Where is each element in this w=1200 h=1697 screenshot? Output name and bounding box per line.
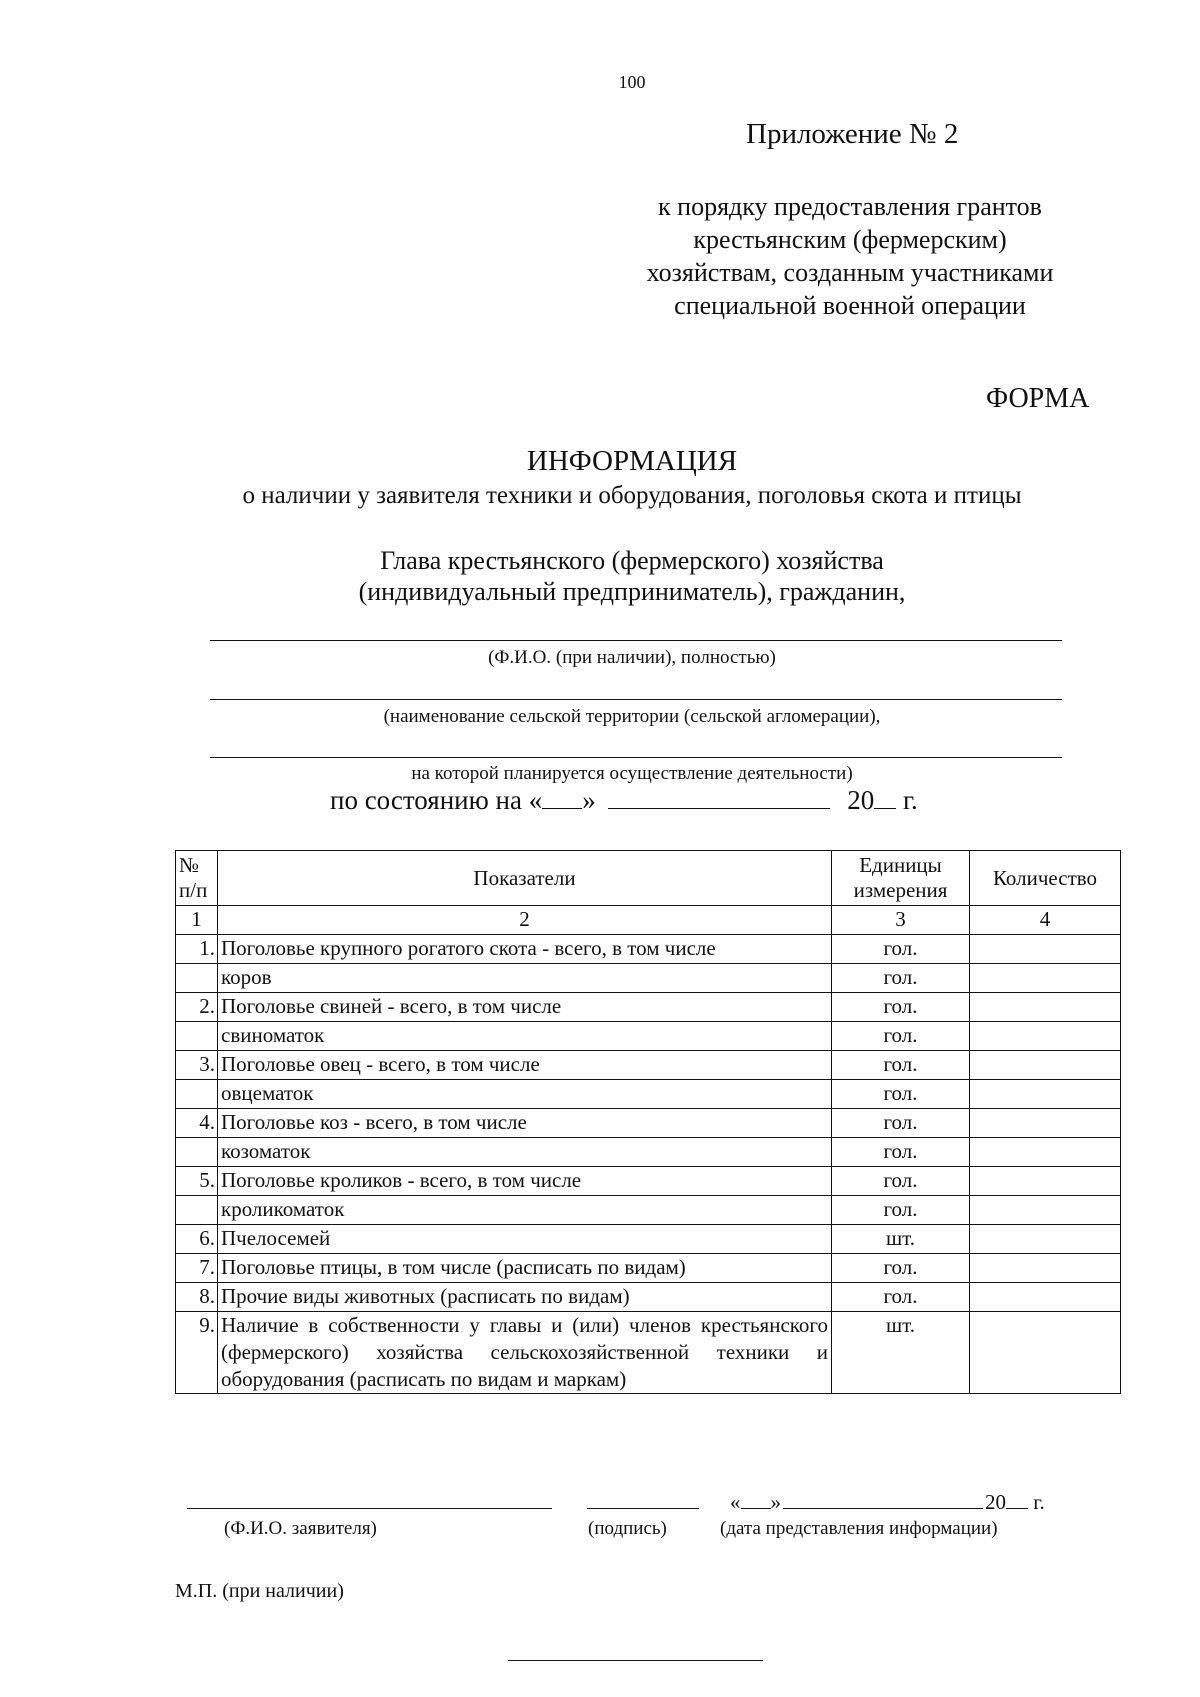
header-indicator: Показатели	[218, 851, 832, 906]
row-indicator: Поголовье кроликов - всего, в том числе	[218, 1167, 832, 1196]
as-of-month-blank[interactable]	[608, 786, 830, 809]
as-of-year-prefix: 20	[847, 785, 875, 815]
appendix-title: Приложение № 2	[746, 118, 959, 150]
row-number: 6.	[176, 1225, 218, 1254]
column-number-row	[176, 906, 1121, 935]
row-unit: гол.	[832, 1254, 970, 1283]
date-close-quote: »	[770, 1490, 781, 1514]
row-number: 7.	[176, 1254, 218, 1283]
date-day-blank[interactable]	[741, 1490, 771, 1509]
date-year-blank[interactable]	[1006, 1490, 1028, 1509]
row-indicator: козоматок	[218, 1138, 832, 1167]
row-quantity-cell[interactable]	[970, 1225, 1121, 1254]
signature-caption: (подпись)	[588, 1518, 667, 1539]
column-number: 1	[176, 906, 218, 935]
header-num: № п/п	[176, 851, 218, 906]
row-quantity-cell[interactable]	[970, 993, 1121, 1022]
page-number: 100	[618, 72, 646, 92]
as-of-date	[330, 785, 918, 816]
appendix-subtitle-line: специальной военной операции	[674, 291, 1026, 320]
header-unit: Единицы измерения	[832, 851, 970, 906]
date-month-blank[interactable]	[783, 1490, 983, 1509]
row-unit: гол.	[832, 1283, 970, 1312]
row-number: 2.	[176, 993, 218, 1022]
row-indicator: Поголовье птицы, в том числе (расписать по видам)	[218, 1254, 832, 1283]
submission-date	[730, 1490, 1045, 1515]
fio-fill-line[interactable]	[210, 640, 1062, 641]
row-quantity-cell[interactable]	[970, 964, 1121, 993]
row-quantity-cell[interactable]	[970, 1254, 1121, 1283]
as-of-year-blank[interactable]	[874, 786, 896, 809]
table-row	[176, 1051, 1121, 1080]
row-indicator: коров	[218, 964, 832, 993]
stamp-label: М.П. (при наличии)	[175, 1580, 344, 1602]
head-of-farm-heading	[0, 545, 1200, 607]
row-unit: гол.	[832, 1080, 970, 1109]
activity-fill-line[interactable]	[210, 757, 1062, 758]
row-indicator: Поголовье свиней - всего, в том числе	[218, 993, 832, 1022]
closing-rule	[508, 1660, 763, 1661]
row-unit: гол.	[832, 1138, 970, 1167]
appendix-subtitle-line: к порядку предоставления грантов	[658, 192, 1042, 221]
appendix-subtitle-line: хозяйствам, созданным участниками	[646, 258, 1054, 287]
table-row	[176, 964, 1121, 993]
table-row	[176, 1312, 1121, 1394]
row-indicator: Наличие в собственности у главы и (или) членов крестьянского (фермерского) хозяйства сельскохозяйственной техники и оборудования (расписать по видам и маркам)	[218, 1312, 832, 1394]
date-year-prefix: 20	[985, 1490, 1006, 1514]
row-number: 3.	[176, 1051, 218, 1080]
row-quantity-cell[interactable]	[970, 1312, 1121, 1394]
row-indicator: Поголовье овец - всего, в том числе	[218, 1051, 832, 1080]
territory-fill-line[interactable]	[210, 699, 1062, 700]
row-number	[176, 1138, 218, 1167]
row-unit: гол.	[832, 935, 970, 964]
column-number: 3	[832, 906, 970, 935]
row-number	[176, 1196, 218, 1225]
column-number: 4	[970, 906, 1121, 935]
row-quantity-cell[interactable]	[970, 1109, 1121, 1138]
territory-caption: (наименование сельской территории (сельской агломерации),	[383, 706, 881, 727]
row-number	[176, 1080, 218, 1109]
row-quantity-cell[interactable]	[970, 1138, 1121, 1167]
document-title: ИНФОРМАЦИЯ	[526, 445, 738, 477]
table-row	[176, 1196, 1121, 1225]
row-unit: гол.	[832, 964, 970, 993]
table-row	[176, 993, 1121, 1022]
as-of-prefix: по состоянию на «	[330, 785, 543, 815]
row-quantity-cell[interactable]	[970, 935, 1121, 964]
column-number: 2	[218, 906, 832, 935]
date-open-quote: «	[730, 1490, 741, 1514]
head-line: (индивидуальный предприниматель), гражданин,	[358, 577, 906, 606]
as-of-year-suffix: г.	[902, 785, 918, 815]
row-number: 9.	[176, 1312, 218, 1394]
table-row	[176, 1109, 1121, 1138]
table-row	[176, 1283, 1121, 1312]
row-quantity-cell[interactable]	[970, 1167, 1121, 1196]
row-unit: шт.	[832, 1312, 970, 1394]
row-indicator: кроликоматок	[218, 1196, 832, 1225]
row-number: 8.	[176, 1283, 218, 1312]
as-of-mid: »	[582, 785, 596, 815]
row-number	[176, 964, 218, 993]
row-number: 1.	[176, 935, 218, 964]
row-unit: гол.	[832, 993, 970, 1022]
row-indicator: Прочие виды животных (расписать по видам)	[218, 1283, 832, 1312]
applicant-caption: (Ф.И.О. заявителя)	[224, 1518, 377, 1539]
date-year-suffix: г.	[1033, 1490, 1045, 1514]
row-unit: гол.	[832, 1109, 970, 1138]
fio-caption: (Ф.И.О. (при наличии), полностью)	[488, 647, 776, 668]
date-caption: (дата представления информации)	[720, 1518, 998, 1539]
header-quantity: Количество	[970, 851, 1121, 906]
appendix-subtitle	[560, 190, 1140, 322]
row-unit: гол.	[832, 1196, 970, 1225]
table-row	[176, 935, 1121, 964]
table-row	[176, 1167, 1121, 1196]
row-quantity-cell[interactable]	[970, 1283, 1121, 1312]
appendix-subtitle-line: крестьянским (фермерским)	[693, 225, 1007, 254]
table-row	[176, 1080, 1121, 1109]
row-number: 4.	[176, 1109, 218, 1138]
row-indicator: овцематок	[218, 1080, 832, 1109]
row-quantity-cell[interactable]	[970, 1080, 1121, 1109]
signature-line[interactable]	[587, 1508, 699, 1509]
head-line: Глава крестьянского (фермерского) хозяйства	[380, 546, 884, 575]
row-indicator: Поголовье коз - всего, в том числе	[218, 1109, 832, 1138]
row-indicator: Пчелосемей	[218, 1225, 832, 1254]
table-row	[176, 1254, 1121, 1283]
row-unit: гол.	[832, 1022, 970, 1051]
document-subtitle: о наличии у заявителя техники и оборудования, поголовья скота и птицы	[242, 482, 1022, 509]
row-quantity-cell[interactable]	[970, 1051, 1121, 1080]
row-quantity-cell[interactable]	[970, 1022, 1121, 1051]
row-unit: шт.	[832, 1225, 970, 1254]
form-label: ФОРМА	[986, 383, 1090, 414]
livestock-equipment-table	[175, 850, 1121, 1394]
row-number: 5.	[176, 1167, 218, 1196]
row-unit: гол.	[832, 1051, 970, 1080]
table-row	[176, 1225, 1121, 1254]
activity-caption: на которой планируется осуществление деятельности)	[411, 763, 853, 784]
row-number	[176, 1022, 218, 1051]
table-header-row	[176, 851, 1121, 906]
row-indicator: свиноматок	[218, 1022, 832, 1051]
as-of-day-blank[interactable]	[542, 786, 582, 809]
row-indicator: Поголовье крупного рогатого скота - всего, в том числе	[218, 935, 832, 964]
row-unit: гол.	[832, 1167, 970, 1196]
table-row	[176, 1138, 1121, 1167]
table-row	[176, 1022, 1121, 1051]
row-quantity-cell[interactable]	[970, 1196, 1121, 1225]
applicant-name-line[interactable]	[187, 1508, 552, 1509]
